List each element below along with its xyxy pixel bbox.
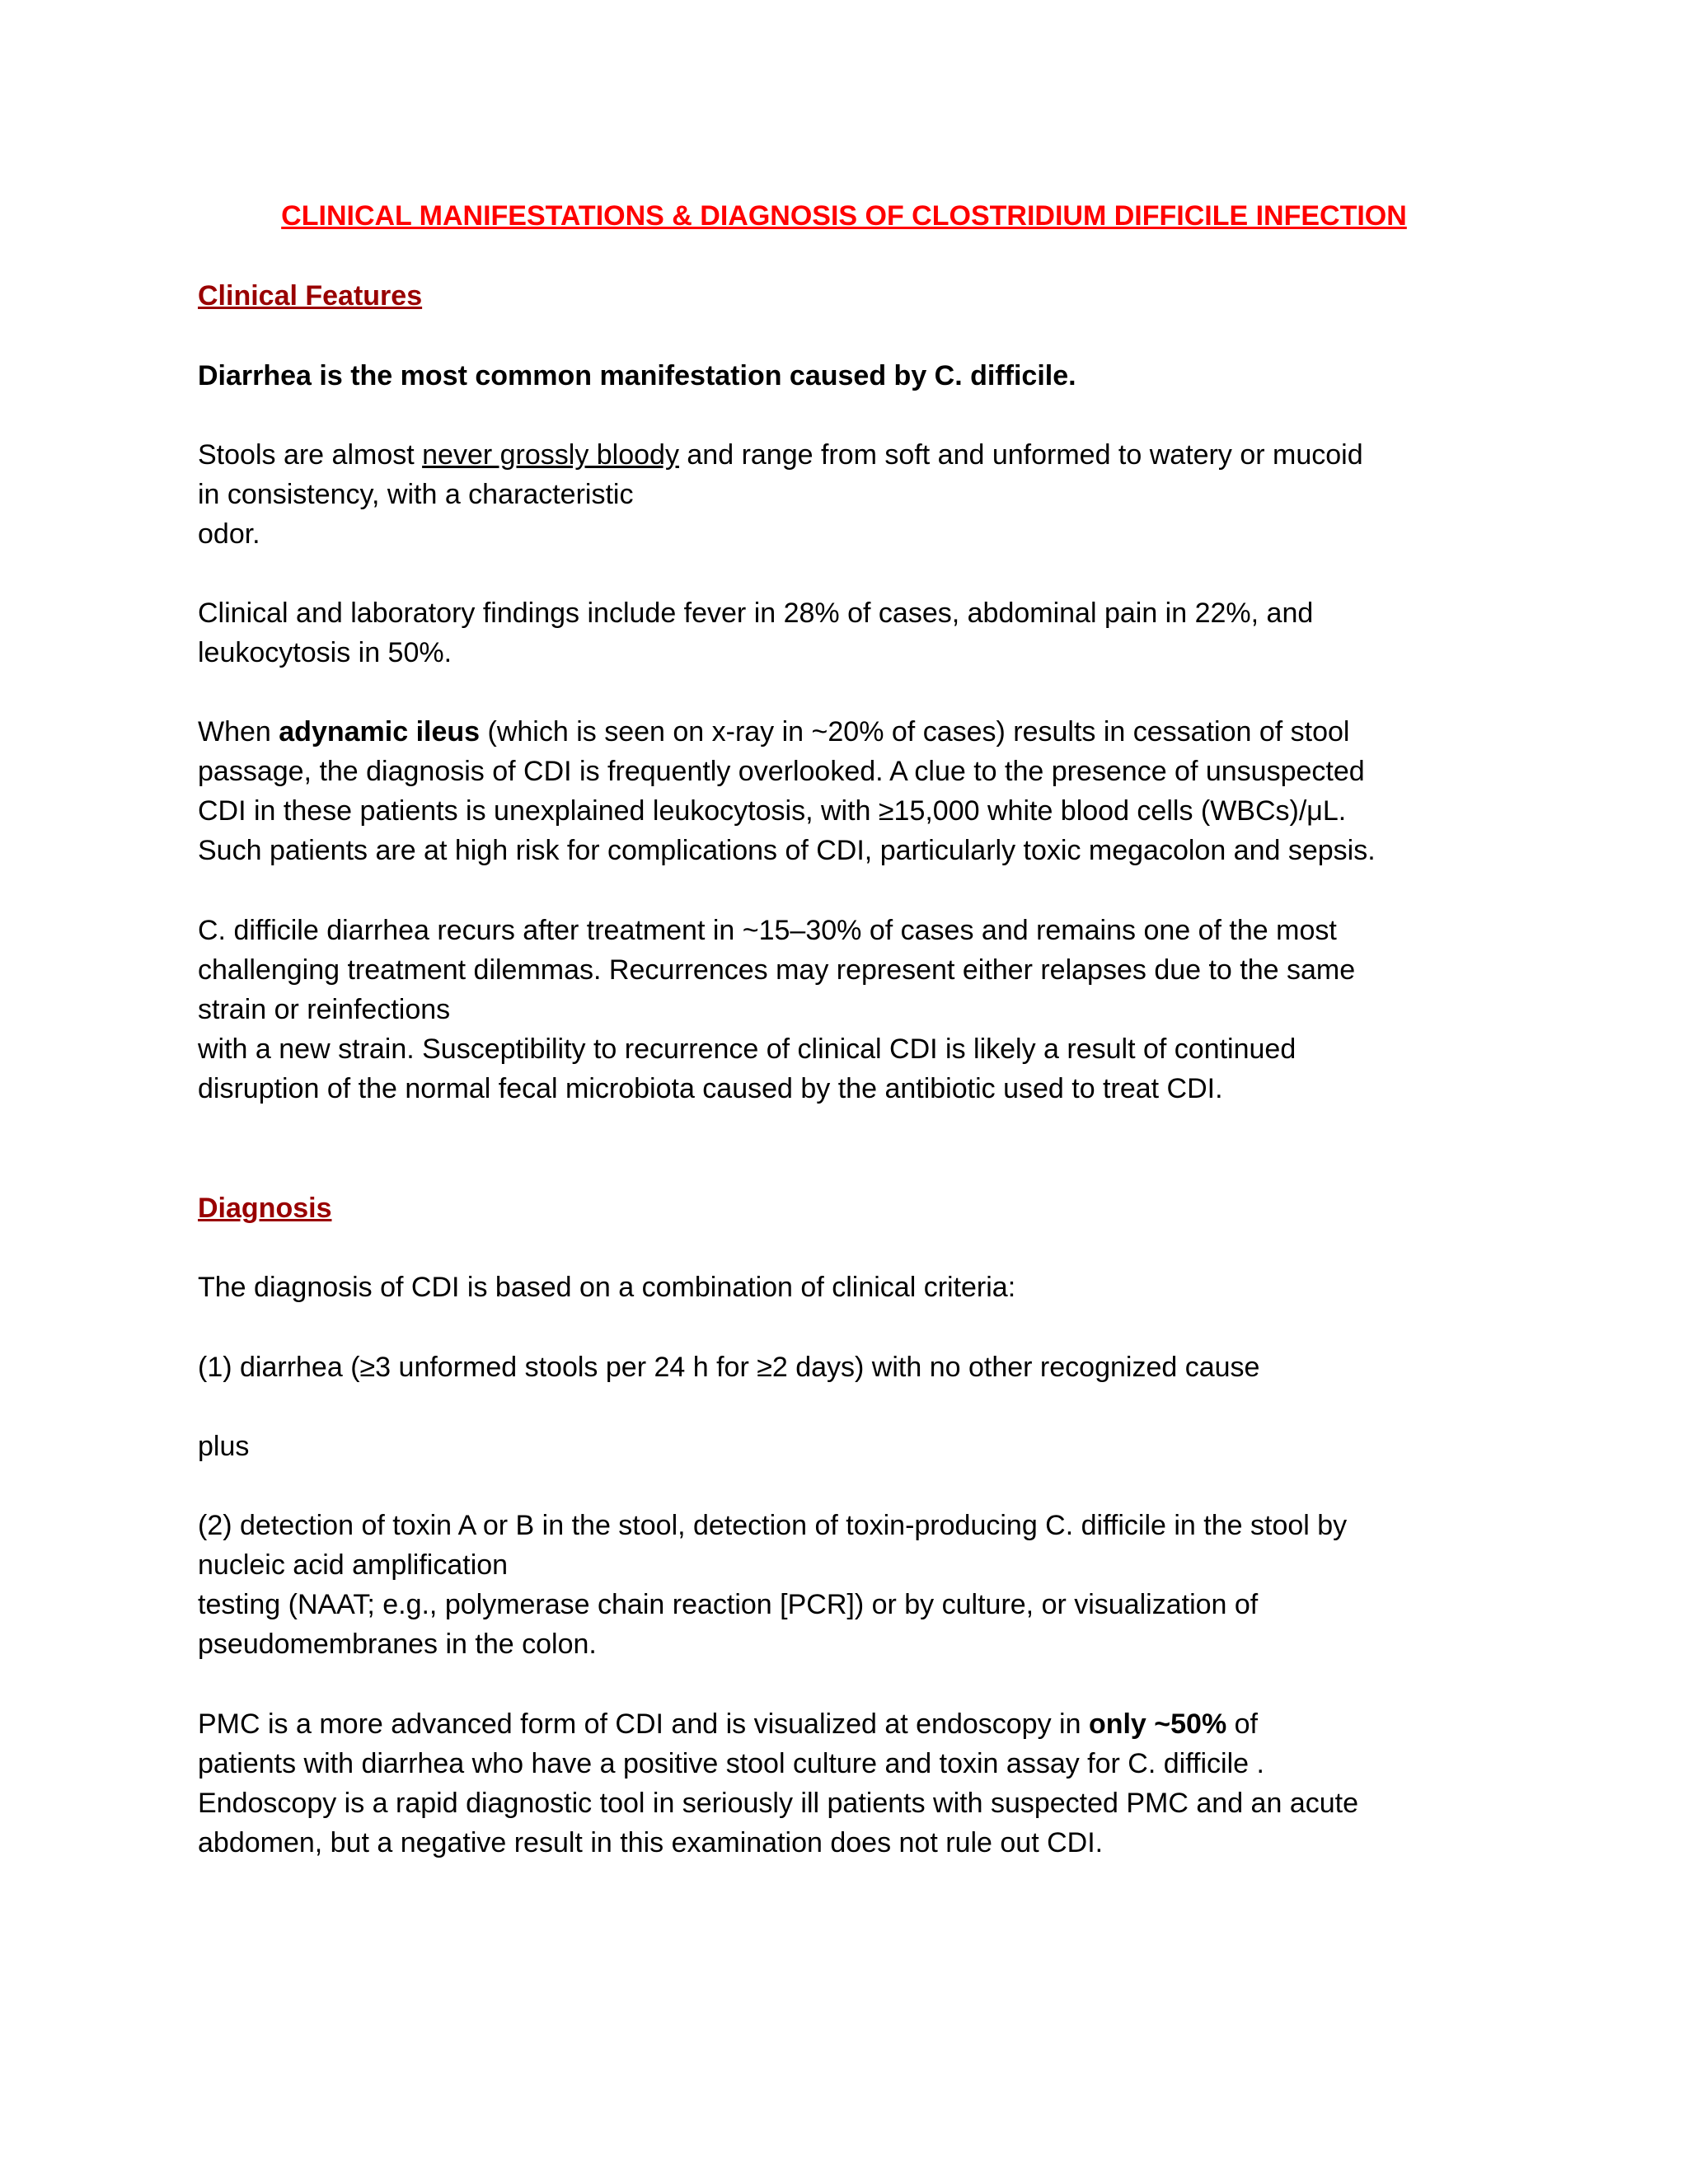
paragraph-findings-line-2: leukocytosis in 50%. xyxy=(198,637,452,668)
paragraph-pmc xyxy=(198,1704,1517,1863)
paragraph-stools-line-2: in consistency, with a characteristic xyxy=(198,479,634,510)
paragraph-ileus-line-2: passage, the diagnosis of CDI is frequently overlooked. A clue to the presence of unsuspected xyxy=(198,756,1365,787)
ileus-text-before: When xyxy=(198,716,279,748)
paragraph-recurrence-line-3: strain or reinfections xyxy=(198,994,451,1025)
diagnosis-criterion-1: (1) diarrhea (≥3 unformed stools per 24 h for ≥2 days) with no other recognized cause xyxy=(198,1352,1260,1383)
paragraph-findings-line-1: Clinical and laboratory findings include fever in 28% of cases, abdominal pain in 22%, and xyxy=(198,598,1314,629)
paragraph-ileus-line-1 xyxy=(198,712,1517,752)
diagnosis-criterion-2 xyxy=(198,1506,1517,1664)
diagnosis-intro: The diagnosis of CDI is based on a combination of clinical criteria: xyxy=(198,1272,1016,1303)
diagnosis-plus: plus xyxy=(198,1431,250,1462)
criterion-2-line-4: pseudomembranes in the colon. xyxy=(198,1629,597,1660)
paragraph-ileus-line-3: CDI in these patients is unexplained leukocytosis, with ≥15,000 white blood cells (WBCs)/μL. xyxy=(198,795,1347,827)
paragraph-recurrence-line-1: C. difficile diarrhea recurs after treatment in ~15–30% of cases and remains one of the most xyxy=(198,915,1337,946)
paragraph-stools-line-1 xyxy=(198,435,1517,475)
pmc-bold-term: only ~50% xyxy=(1088,1708,1227,1740)
stools-text-after: and range from soft and unformed to watery or mucoid xyxy=(678,439,1363,471)
paragraph-recurrence-line-2: challenging treatment dilemmas. Recurrences may represent either relapses due to the same xyxy=(198,954,1356,986)
criterion-2-line-2: nucleic acid amplification xyxy=(198,1549,509,1581)
paragraph-stools xyxy=(198,435,1517,554)
paragraph-recurrence xyxy=(198,911,1517,1108)
paragraph-pmc-line-3: Endoscopy is a rapid diagnostic tool in seriously ill patients with suspected PMC and an acute xyxy=(198,1788,1358,1819)
paragraph-stools-line-3: odor. xyxy=(198,518,260,550)
paragraph-ileus-line-4: Such patients are at high risk for complications of CDI, particularly toxic megacolon and sepsis. xyxy=(198,835,1376,866)
section-heading-clinical-features: Clinical Features xyxy=(198,280,423,312)
paragraph-findings xyxy=(198,593,1517,673)
ileus-bold-term: adynamic ileus xyxy=(279,716,481,748)
paragraph-ileus xyxy=(198,712,1517,870)
document-title: CLINICAL MANIFESTATIONS & DIAGNOSIS OF CLOSTRIDIUM DIFFICILE INFECTION xyxy=(281,200,1407,232)
paragraph-pmc-line-1 xyxy=(198,1704,1517,1744)
paragraph-recurrence-line-4: with a new strain. Susceptibility to recurrence of clinical CDI is likely a result of continued xyxy=(198,1033,1296,1065)
paragraph-pmc-line-2: patients with diarrhea who have a positive stool culture and toxin assay for C. difficile . xyxy=(198,1748,1264,1779)
criterion-2-line-3: testing (NAAT; e.g., polymerase chain reaction [PCR]) or by culture, or visualization of xyxy=(198,1589,1259,1620)
pmc-text-after: of xyxy=(1226,1708,1259,1740)
ileus-text-after: (which is seen on x-ray in ~20% of cases) results in cessation of stool xyxy=(480,716,1350,748)
stools-underlined-text: never grossly bloody xyxy=(422,439,679,471)
pmc-text-before: PMC is a more advanced form of CDI and is visualized at endoscopy in xyxy=(198,1708,1089,1740)
paragraph-pmc-line-4: abdomen, but a negative result in this examination does not rule out CDI. xyxy=(198,1827,1104,1858)
stools-text-before: Stools are almost xyxy=(198,439,423,471)
clinical-features-lead: Diarrhea is the most common manifestation caused by C. difficile. xyxy=(198,360,1076,391)
section-heading-diagnosis: Diagnosis xyxy=(198,1193,332,1224)
criterion-2-line-1: (2) detection of toxin A or B in the stool, detection of toxin-producing C. difficile in the stool by xyxy=(198,1510,1348,1541)
paragraph-recurrence-line-5: disruption of the normal fecal microbiota caused by the antibiotic used to treat CDI. xyxy=(198,1073,1223,1104)
